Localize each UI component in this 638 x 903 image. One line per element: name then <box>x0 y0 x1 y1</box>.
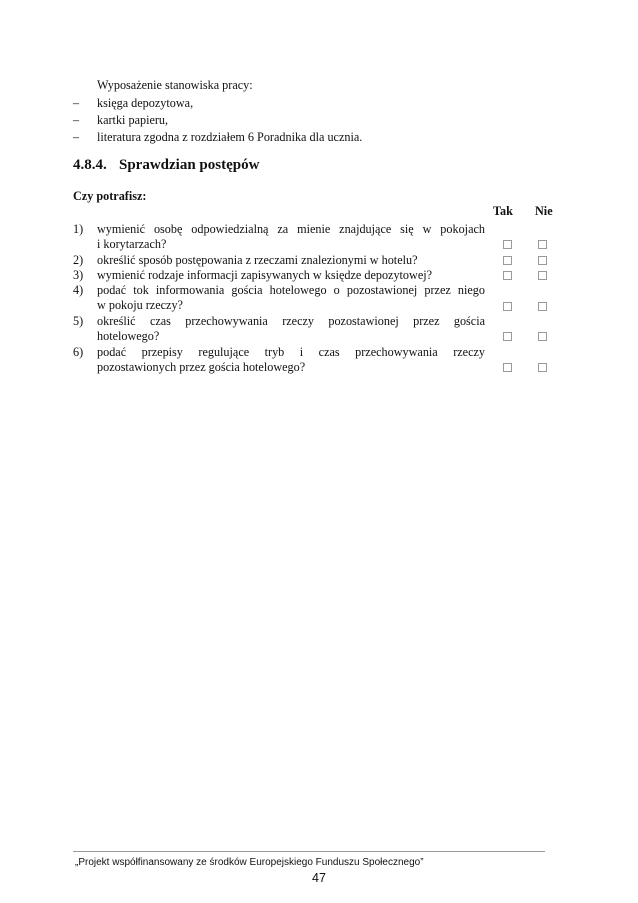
quiz-prompt: Czy potrafisz: <box>73 189 147 203</box>
checkbox-yes[interactable] <box>503 332 512 341</box>
question-text-continuation: i korytarzach? <box>97 237 167 251</box>
column-header-yes: Tak <box>493 204 513 218</box>
checkbox-yes[interactable] <box>503 271 512 280</box>
question-text: podać tok informowania gościa hotelowego o pozostawionej przez niego <box>97 283 485 297</box>
equipment-item: kartki papieru, <box>97 113 169 127</box>
question-number: 4) <box>73 283 84 297</box>
question-text-continuation: hotelowego? <box>97 329 160 343</box>
checkbox-no[interactable] <box>538 271 547 280</box>
question-number: 2) <box>73 253 84 267</box>
question-number: 3) <box>73 268 84 282</box>
list-dash: – <box>73 130 80 144</box>
checkbox-yes[interactable] <box>503 302 512 311</box>
question-number: 5) <box>73 314 84 328</box>
page-number: 47 <box>312 871 326 885</box>
section-heading <box>73 157 259 174</box>
equipment-item: literatura zgodna z rozdziałem 6 Poradnika dla ucznia. <box>97 130 363 144</box>
checkbox-no[interactable] <box>538 302 547 311</box>
footer-text: „Projekt współfinansowany ze środków Europejskiego Funduszu Społecznego” <box>75 857 424 868</box>
column-header-no: Nie <box>535 204 553 218</box>
checkbox-yes[interactable] <box>503 240 512 249</box>
checkbox-no[interactable] <box>538 363 547 372</box>
checkbox-no[interactable] <box>538 332 547 341</box>
question-text-continuation: w pokoju rzeczy? <box>97 298 183 312</box>
section-title: Sprawdzian postępów <box>119 157 260 173</box>
section-number: 4.8.4. <box>73 157 107 173</box>
question-number: 6) <box>73 345 84 359</box>
checkbox-yes[interactable] <box>503 256 512 265</box>
footer-divider <box>73 851 545 852</box>
question-text-continuation: pozostawionych przez gościa hotelowego? <box>97 360 306 374</box>
checkbox-yes[interactable] <box>503 363 512 372</box>
question-text: określić sposób postępowania z rzeczami znalezionymi w hotelu? <box>97 253 418 267</box>
question-text: podać przepisy regulujące tryb i czas przechowywania rzeczy <box>97 345 485 359</box>
question-number: 1) <box>73 222 84 236</box>
checkbox-no[interactable] <box>538 240 547 249</box>
question-text: określić czas przechowywania rzeczy pozostawionej przez gościa <box>97 314 485 328</box>
checkbox-no[interactable] <box>538 256 547 265</box>
equipment-item: księga depozytowa, <box>97 96 194 110</box>
question-text: wymienić rodzaje informacji zapisywanych w księdze depozytowej? <box>97 268 433 282</box>
equipment-title: Wyposażenie stanowiska pracy: <box>97 78 253 92</box>
list-dash: – <box>73 96 80 110</box>
question-text: wymienić osobę odpowiedzialną za mienie znajdujące się w pokojach <box>97 222 485 236</box>
list-dash: – <box>73 113 80 127</box>
